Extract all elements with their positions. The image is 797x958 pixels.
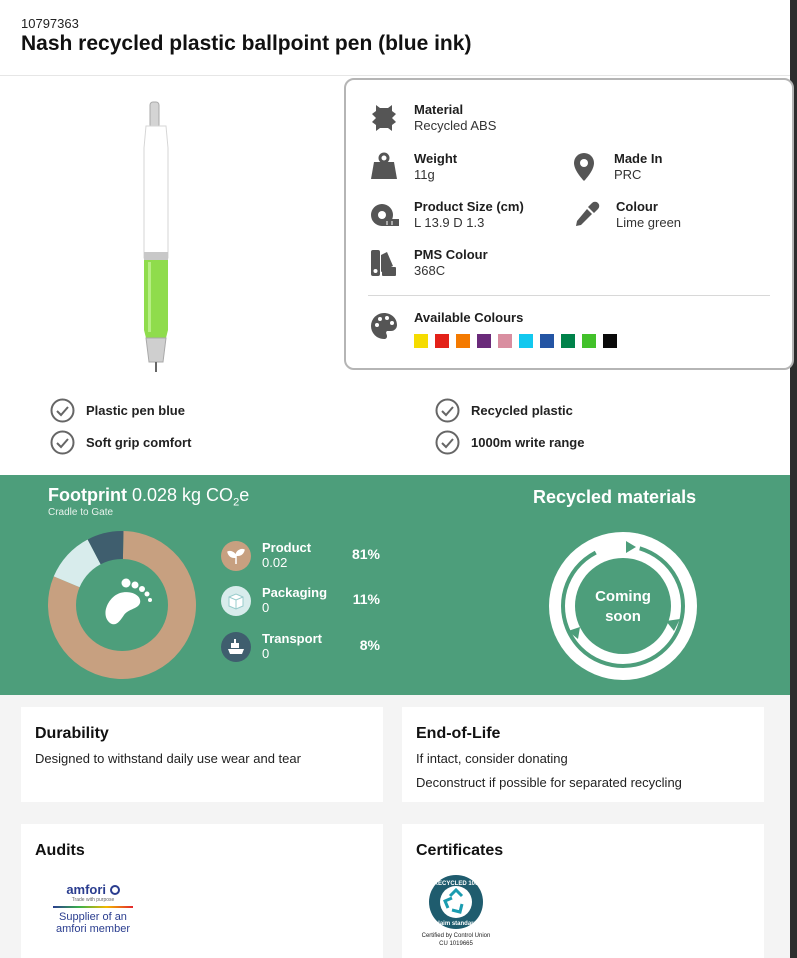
end-of-life-card [402, 707, 764, 802]
weight-label: Weight [414, 151, 458, 166]
made-in-value: PRC [614, 167, 642, 182]
weight-value: 11g [414, 167, 435, 182]
certification-body: Certified by Control Union [421, 933, 491, 939]
box-icon [221, 586, 251, 616]
material-value: Recycled ABS [414, 118, 497, 133]
weight-icon [368, 151, 400, 183]
badge-top-text: RECYCLED 100 [433, 881, 479, 887]
leather-hide-icon [368, 102, 400, 134]
colour-swatch[interactable] [603, 334, 617, 348]
size-label: Product Size (cm) [414, 199, 524, 214]
feature-label: Recycled plastic [471, 403, 573, 418]
available-colours-label: Available Colours [414, 310, 524, 325]
durability-text: Designed to withstand daily use wear and tear [35, 751, 301, 766]
footprint-donut-chart [48, 531, 196, 679]
co2-subscript: 2 [233, 496, 240, 509]
feature-label: Soft grip comfort [86, 435, 192, 450]
feature-item [435, 398, 573, 423]
amfori-logo [53, 882, 133, 935]
breakdown-value: 0 [262, 646, 270, 661]
colour-swatch[interactable] [498, 334, 512, 348]
feature-label: Plastic pen blue [86, 403, 185, 418]
palette-icon [368, 310, 400, 342]
recycled-status-line2: soon [605, 608, 641, 625]
breakdown-value: 0 [262, 600, 270, 615]
colour-label: Colour [616, 199, 658, 214]
colour-value: Lime green [616, 215, 682, 230]
pms-value: 368C [414, 263, 446, 278]
breakdown-percent: 8% [359, 637, 380, 653]
product-sku: 10797363 [21, 16, 79, 31]
durability-title: Durability [35, 725, 109, 742]
pms-label: PMS Colour [414, 247, 488, 262]
amfori-line1: Supplier of an [59, 911, 127, 923]
colour-swatch[interactable] [477, 334, 491, 348]
feature-item [435, 430, 584, 455]
breakdown-percent: 81% [351, 546, 380, 562]
colour-swatch[interactable] [435, 334, 449, 348]
check-circle-icon [50, 430, 75, 455]
durability-card [21, 707, 383, 802]
breakdown-percent: 11% [352, 591, 380, 607]
amfori-stripe [53, 906, 133, 908]
colour-swatch[interactable] [582, 334, 596, 348]
header-divider [0, 75, 790, 76]
badge-bottom-text: claim standard [434, 921, 478, 927]
specs-panel [344, 78, 794, 370]
amfori-tagline: Trade with purpose [71, 897, 115, 903]
amfori-logo-text: amfori [66, 882, 107, 897]
pen-image [138, 100, 174, 375]
check-circle-icon [50, 398, 75, 423]
tape-measure-icon [368, 199, 400, 231]
footprint-value: 0.028 kg CO [132, 485, 234, 505]
breakdown-label: Product [262, 540, 312, 555]
made-in-label: Made In [614, 151, 663, 166]
footprint-title [48, 485, 249, 509]
audits-title: Audits [35, 842, 85, 859]
ship-icon [221, 632, 251, 662]
breakdown-label: Transport [262, 631, 322, 646]
feature-label: 1000m write range [471, 435, 585, 450]
colour-swatch[interactable] [540, 334, 554, 348]
breakdown-label: Packaging [262, 585, 328, 600]
location-pin-icon [568, 151, 600, 183]
material-label: Material [414, 102, 464, 117]
end-of-life-line2: Deconstruct if possible for separated recycling [416, 775, 682, 790]
breakdown-value: 0.02 [262, 555, 288, 570]
certificates-card [402, 824, 764, 958]
feature-item [50, 398, 185, 423]
footprint-label: Footprint [48, 485, 127, 505]
amfori-line2: amfori member [56, 923, 130, 935]
eyedropper-icon [570, 199, 602, 231]
product-title: Nash recycled plastic ballpoint pen (blue ink) [21, 32, 472, 55]
check-circle-icon [435, 398, 460, 423]
audits-card [21, 824, 383, 958]
check-circle-icon [435, 430, 460, 455]
colour-swatch[interactable] [561, 334, 575, 348]
sustainability-band [0, 475, 790, 695]
colour-swatches [414, 334, 617, 348]
feature-item [50, 430, 191, 455]
certificates-title: Certificates [416, 842, 504, 859]
colour-swatch[interactable] [414, 334, 428, 348]
recycling-ring-icon [548, 531, 698, 681]
certification-number: CU 1019665 [439, 941, 473, 947]
footprint-unit-suffix: e [239, 485, 250, 505]
footprint-subtitle: Cradle to Gate [48, 507, 114, 518]
sprout-icon [221, 541, 251, 571]
recycled-claim-standard-badge [428, 874, 484, 930]
specs-divider [368, 295, 770, 296]
pms-swatch-icon [368, 247, 400, 279]
colour-swatch[interactable] [519, 334, 533, 348]
size-value: L 13.9 D 1.3 [414, 215, 485, 230]
recycled-materials-title: Recycled materials [533, 487, 697, 507]
end-of-life-title: End-of-Life [416, 725, 501, 742]
end-of-life-line1: If intact, consider donating [416, 751, 568, 766]
colour-swatch[interactable] [456, 334, 470, 348]
recycled-status-line1: Coming [595, 588, 651, 605]
